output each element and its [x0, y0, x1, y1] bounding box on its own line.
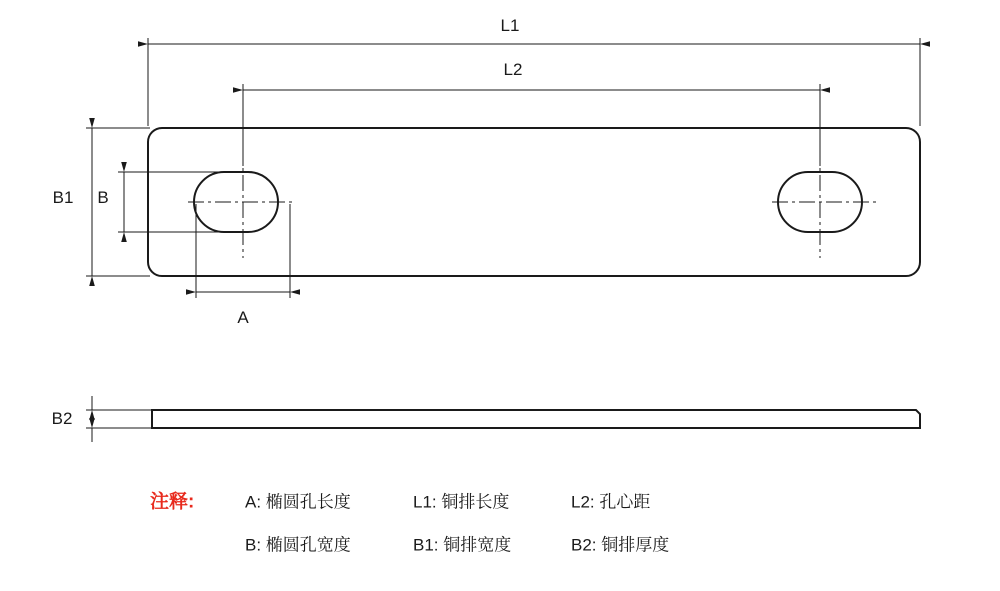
- dimension-label-B: B: [97, 188, 109, 207]
- dimension-label-B1: B1: [52, 188, 74, 207]
- note-item-B2: B2: 铜排厚度: [571, 535, 670, 555]
- busbar-top-view: [148, 128, 920, 276]
- note-item-B1: B1: 铜排宽度: [413, 535, 512, 555]
- dimension-label-L1: L1: [500, 16, 520, 35]
- dimension-label-A: A: [237, 308, 249, 327]
- note-item-L1: L1: 铜排长度: [413, 492, 510, 512]
- dimension-label-B2: B2: [51, 409, 73, 428]
- dimension-B2: [86, 396, 154, 442]
- note-item-L2: L2: 孔心距: [571, 492, 651, 512]
- dimension-L1: [148, 38, 920, 126]
- dimension-L2: [243, 84, 820, 166]
- busbar-side-outline: [152, 410, 920, 428]
- left-oblong-hole: [188, 148, 292, 258]
- note-item-A: A: 椭圆孔长度: [245, 492, 351, 512]
- notes-title: 注释:: [150, 491, 195, 513]
- right-oblong-hole: [772, 148, 876, 258]
- busbar-side-view: [152, 410, 920, 428]
- dimension-label-L2: L2: [503, 60, 523, 79]
- dimension-B1: [86, 128, 150, 276]
- note-item-B: B: 椭圆孔宽度: [245, 535, 351, 555]
